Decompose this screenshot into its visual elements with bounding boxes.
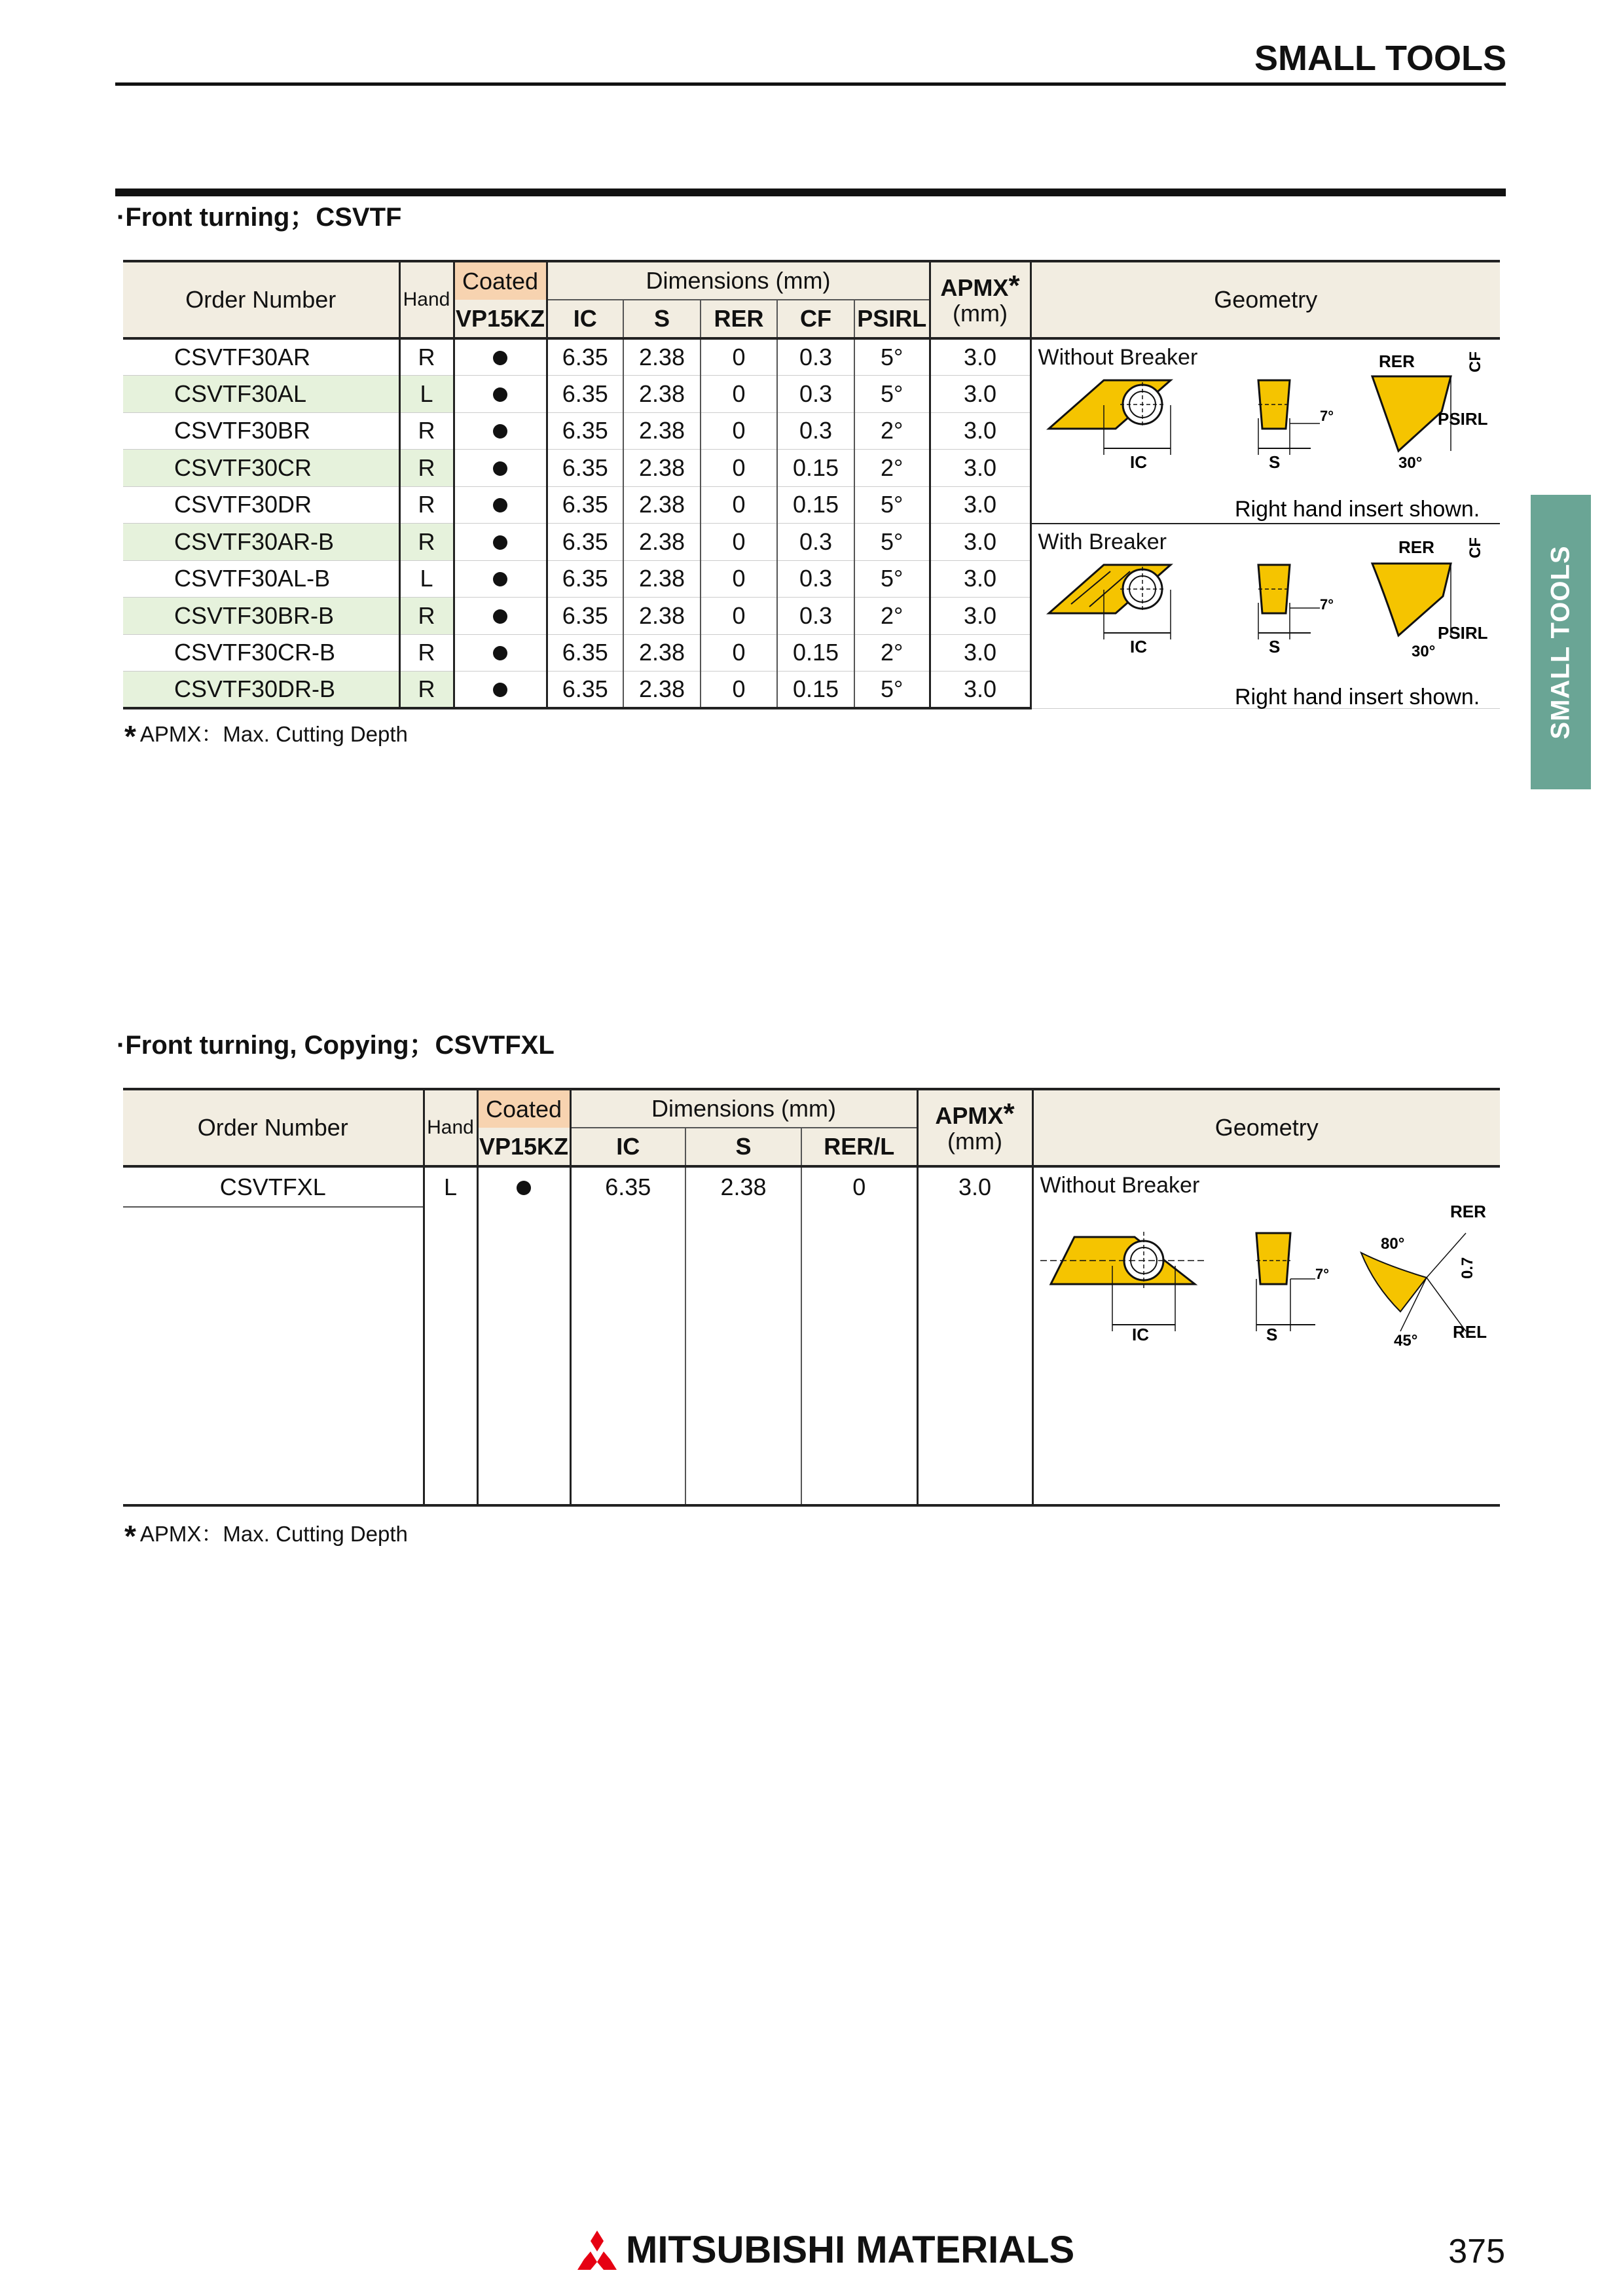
col-dimensions: Dimensions (mm) xyxy=(547,261,930,300)
psirl: 5° xyxy=(854,376,930,413)
col-cf: CF xyxy=(777,300,854,338)
order-number: CSVTF30AL-B xyxy=(123,560,399,598)
label-80deg: 80° xyxy=(1380,1235,1404,1253)
brand-logo xyxy=(576,2228,1074,2272)
col-ic: IC xyxy=(547,300,623,338)
section2-table xyxy=(123,1088,1500,1507)
order-number: CSVTF30AL xyxy=(123,376,399,413)
stock-dot xyxy=(493,572,507,586)
stock-dot xyxy=(493,387,507,402)
stock-dot xyxy=(493,683,507,697)
col-order-number: Order Number xyxy=(123,1089,424,1166)
s: 2.38 xyxy=(623,412,701,450)
col-rer: RER xyxy=(701,300,777,338)
page-header-title: SMALL TOOLS xyxy=(1254,39,1506,78)
col-geometry: Geometry xyxy=(1032,1089,1500,1166)
apmx-unit: (mm) xyxy=(947,1128,1002,1155)
col-apmx xyxy=(917,1089,1032,1166)
geometry-with-breaker xyxy=(1030,524,1500,709)
rerl: 0 xyxy=(801,1166,917,1207)
col-s: S xyxy=(685,1128,801,1166)
insert-diagram-plain xyxy=(1032,340,1501,524)
rer: 0 xyxy=(701,376,777,413)
brand-name: MITSUBISHI MATERIALS xyxy=(626,2229,1075,2271)
cf: 0.3 xyxy=(777,376,854,413)
order-number: CSVTF30BR xyxy=(123,412,399,450)
psirl: 5° xyxy=(854,524,930,561)
ic: 6.35 xyxy=(547,338,623,376)
s: 2.38 xyxy=(623,376,701,413)
stock-dot xyxy=(493,646,507,660)
psirl: 5° xyxy=(854,486,930,524)
label-30deg: 30° xyxy=(1411,642,1435,660)
ic: 6.35 xyxy=(547,560,623,598)
stock-dot xyxy=(493,424,507,439)
psirl: 2° xyxy=(854,634,930,672)
label-ic: IC xyxy=(1131,1325,1149,1344)
col-hand: Hand xyxy=(399,261,454,338)
hand: R xyxy=(399,338,454,376)
stock-dot xyxy=(493,351,507,365)
cf: 0.3 xyxy=(777,412,854,450)
geometry-without-breaker xyxy=(1032,1166,1500,1505)
rer: 0 xyxy=(701,338,777,376)
s: 2.38 xyxy=(623,524,701,561)
order-number: CSVTF30DR xyxy=(123,486,399,524)
page-number: 375 xyxy=(1448,2233,1505,2270)
section1-rule xyxy=(115,188,1506,196)
psirl: 5° xyxy=(854,672,930,709)
s: 2.38 xyxy=(685,1166,801,1207)
insert-diagram-breaker xyxy=(1032,524,1501,709)
ic: 6.35 xyxy=(547,672,623,709)
section1-title: ·Front turning；CSVTF xyxy=(117,203,402,232)
col-coated: Coated xyxy=(477,1089,570,1128)
col-apmx xyxy=(930,261,1030,338)
cf: 0.3 xyxy=(777,524,854,561)
col-coated: Coated xyxy=(454,261,547,300)
s: 2.38 xyxy=(623,338,701,376)
apmx: 3.0 xyxy=(930,376,1030,413)
stock-dot xyxy=(493,498,507,512)
table-row xyxy=(123,1166,1500,1207)
rer: 0 xyxy=(701,598,777,635)
footnote-text: APMX：Max. Cutting Depth xyxy=(139,722,408,746)
geometry-label: Without Breaker xyxy=(1040,1173,1200,1198)
stock-dot xyxy=(493,609,507,624)
three-diamonds-icon xyxy=(576,2231,618,2270)
geometry-note: Right hand insert shown. xyxy=(1234,684,1480,709)
label-psirl: PSIRL xyxy=(1437,622,1488,643)
apmx-asterisk: * xyxy=(1003,1098,1015,1130)
apmx: 3.0 xyxy=(930,672,1030,709)
hand: L xyxy=(399,376,454,413)
label-7deg: 7° xyxy=(1315,1266,1329,1282)
col-order-number: Order Number xyxy=(123,261,399,338)
label-s: S xyxy=(1268,636,1280,656)
apmx-asterisk: * xyxy=(1008,270,1020,302)
geometry-without-breaker xyxy=(1030,338,1500,524)
col-s: S xyxy=(623,300,701,338)
label-cf: CF xyxy=(1466,537,1484,558)
ic: 6.35 xyxy=(547,450,623,487)
psirl: 2° xyxy=(854,450,930,487)
ic: 6.35 xyxy=(547,412,623,450)
label-30deg: 30° xyxy=(1398,454,1422,472)
col-ic: IC xyxy=(570,1128,685,1166)
col-grade: VP15KZ xyxy=(477,1128,570,1166)
rer: 0 xyxy=(701,634,777,672)
section2-title: ·Front turning, Copying；CSVTFXL xyxy=(117,1031,555,1060)
cf: 0.3 xyxy=(777,598,854,635)
label-s: S xyxy=(1266,1325,1277,1344)
cf: 0.15 xyxy=(777,672,854,709)
section1-table xyxy=(123,260,1500,709)
s: 2.38 xyxy=(623,450,701,487)
order-number: CSVTFXL xyxy=(123,1166,424,1207)
hand: L xyxy=(424,1166,477,1207)
hand: R xyxy=(399,634,454,672)
label-ic: IC xyxy=(1129,452,1147,472)
geometry-label: With Breaker xyxy=(1038,529,1167,554)
geometry-label: Without Breaker xyxy=(1038,345,1198,370)
rer: 0 xyxy=(701,412,777,450)
ic: 6.35 xyxy=(547,486,623,524)
geometry-note: Right hand insert shown. xyxy=(1234,497,1480,522)
col-geometry: Geometry xyxy=(1030,261,1500,338)
label-ic: IC xyxy=(1129,636,1147,656)
ic: 6.35 xyxy=(547,598,623,635)
cf: 0.15 xyxy=(777,486,854,524)
apmx-label: APMX xyxy=(940,274,1009,301)
apmx-unit: (mm) xyxy=(953,300,1008,327)
ic: 6.35 xyxy=(547,634,623,672)
apmx: 3.0 xyxy=(930,524,1030,561)
psirl: 2° xyxy=(854,412,930,450)
cf: 0.15 xyxy=(777,634,854,672)
table-row xyxy=(123,524,1500,561)
label-7deg: 7° xyxy=(1319,596,1334,613)
col-dimensions: Dimensions (mm) xyxy=(570,1089,917,1128)
order-number: CSVTF30CR xyxy=(123,450,399,487)
section1-footnote: * APMX：Max. Cutting Depth xyxy=(124,719,408,753)
order-number: CSVTF30DR-B xyxy=(123,672,399,709)
cf: 0.15 xyxy=(777,450,854,487)
ic: 6.35 xyxy=(547,376,623,413)
psirl: 5° xyxy=(854,338,930,376)
label-rer: RER xyxy=(1450,1202,1486,1221)
psirl: 5° xyxy=(854,560,930,598)
rer: 0 xyxy=(701,560,777,598)
rer: 0 xyxy=(701,524,777,561)
label-rel: REL xyxy=(1452,1322,1487,1342)
header-rule xyxy=(115,82,1506,86)
rer: 0 xyxy=(701,450,777,487)
s: 2.38 xyxy=(623,634,701,672)
stock-dot xyxy=(493,535,507,550)
ic: 6.35 xyxy=(570,1166,685,1207)
s: 2.38 xyxy=(623,672,701,709)
insert-diagram-copying xyxy=(1034,1168,1501,1507)
s: 2.38 xyxy=(623,598,701,635)
apmx: 3.0 xyxy=(930,412,1030,450)
hand: L xyxy=(399,560,454,598)
hand: R xyxy=(399,672,454,709)
apmx: 3.0 xyxy=(930,486,1030,524)
s: 2.38 xyxy=(623,486,701,524)
cf: 0.3 xyxy=(777,560,854,598)
table-row xyxy=(123,338,1500,376)
col-grade: VP15KZ xyxy=(454,300,547,338)
stock-dot xyxy=(493,461,507,476)
apmx: 3.0 xyxy=(930,598,1030,635)
hand: R xyxy=(399,486,454,524)
s: 2.38 xyxy=(623,560,701,598)
order-number: CSVTF30AR-B xyxy=(123,524,399,561)
rer: 0 xyxy=(701,672,777,709)
label-rer: RER xyxy=(1378,351,1415,371)
stock-dot xyxy=(517,1181,531,1195)
order-number: CSVTF30AR xyxy=(123,338,399,376)
rer: 0 xyxy=(701,486,777,524)
label-s: S xyxy=(1268,452,1280,472)
apmx-label: APMX xyxy=(935,1102,1004,1129)
col-hand: Hand xyxy=(424,1089,477,1166)
hand: R xyxy=(399,450,454,487)
label-7deg: 7° xyxy=(1319,408,1334,424)
apmx: 3.0 xyxy=(930,450,1030,487)
apmx: 3.0 xyxy=(930,634,1030,672)
label-45deg: 45° xyxy=(1393,1332,1417,1350)
label-psirl: PSIRL xyxy=(1437,409,1488,429)
label-rer: RER xyxy=(1398,537,1434,557)
apmx: 3.0 xyxy=(930,338,1030,376)
label-cf: CF xyxy=(1466,351,1484,372)
apmx: 3.0 xyxy=(917,1166,1032,1207)
side-tab xyxy=(1531,495,1591,789)
cf: 0.3 xyxy=(777,338,854,376)
side-tab-label: SMALL TOOLS xyxy=(1546,545,1575,740)
order-number: CSVTF30BR-B xyxy=(123,598,399,635)
apmx: 3.0 xyxy=(930,560,1030,598)
label-07: 0.7 xyxy=(1458,1257,1476,1279)
footnote-text: APMX：Max. Cutting Depth xyxy=(139,1522,408,1546)
ic: 6.35 xyxy=(547,524,623,561)
col-rerl: RER/L xyxy=(801,1128,917,1166)
psirl: 2° xyxy=(854,598,930,635)
section2-footnote: * APMX：Max. Cutting Depth xyxy=(124,1519,408,1553)
order-number: CSVTF30CR-B xyxy=(123,634,399,672)
hand: R xyxy=(399,412,454,450)
hand: R xyxy=(399,598,454,635)
hand: R xyxy=(399,524,454,561)
col-psirl: PSIRL xyxy=(854,300,930,338)
